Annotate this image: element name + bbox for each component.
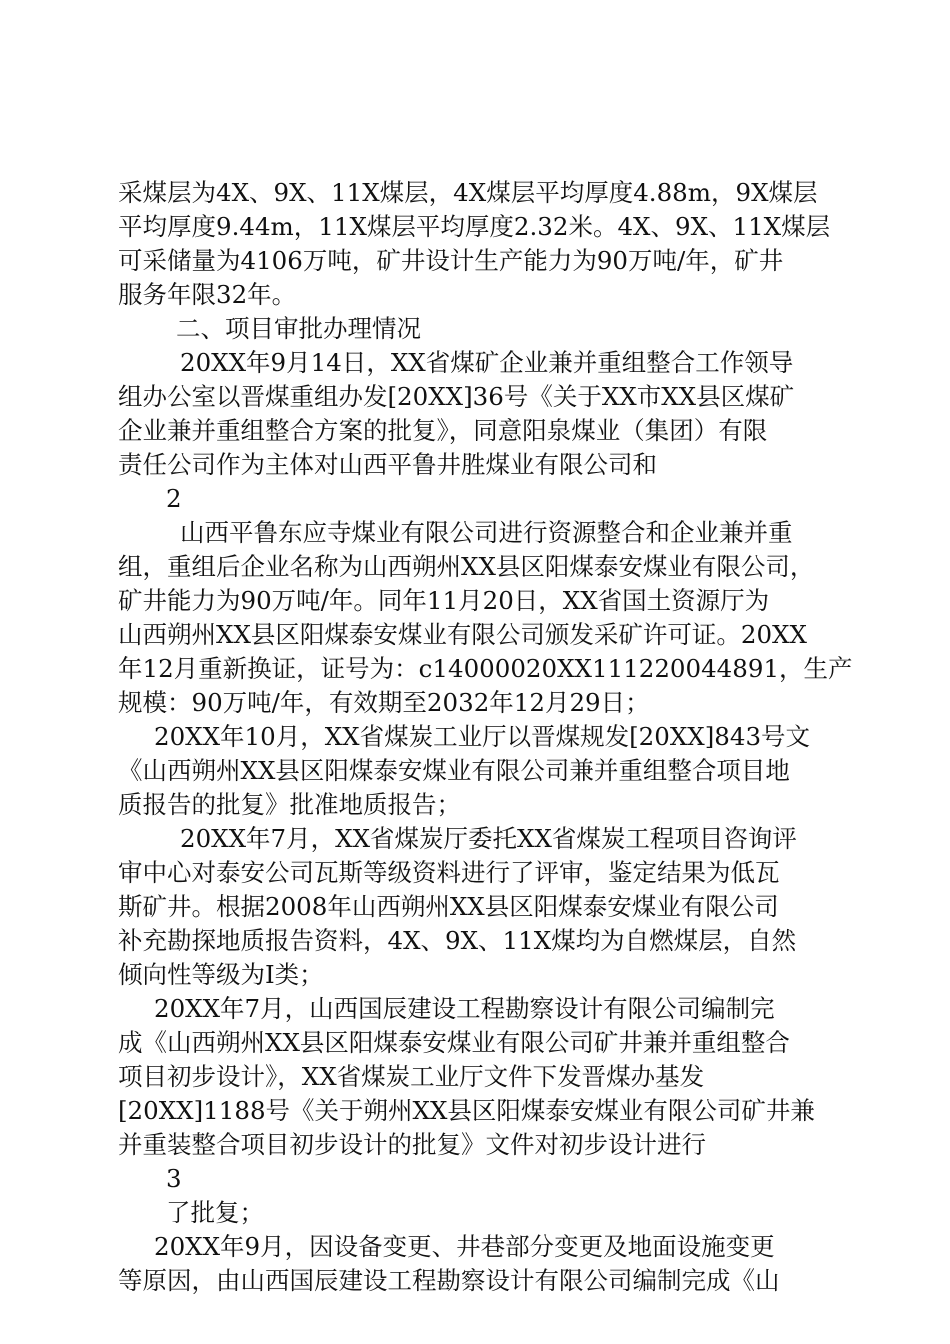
body-text-line: 平均厚度9.44m，11X煤层平均厚度2.32米。4X、9X、11X煤层 (118, 212, 831, 241)
body-text-line: 责任公司作为主体对山西平鲁井胜煤业有限公司和 (118, 450, 657, 479)
section-heading: 二、项目审批办理情况 (176, 314, 421, 343)
body-text-line: 规模：90万吨/年，有效期至2032年12月29日； (118, 688, 650, 717)
body-text-line: 矿井能力为90万吨/年。同年11月20日，XX省国土资源厅为 (118, 586, 770, 615)
body-text-line: 服务年限32年。 (118, 280, 297, 309)
body-text-line: 斯矿井。根据2008年山西朔州XX县区阳煤泰安煤业有限公司 (118, 892, 779, 921)
page-number-marker: 2 (166, 484, 182, 513)
body-text-line: 等原因，由山西国辰建设工程勘察设计有限公司编制完成《山 (118, 1266, 780, 1295)
body-text-line: 20XX年7月，山西国辰建设工程勘察设计有限公司编制完 (154, 994, 775, 1023)
body-text-line: 20XX年10月，XX省煤炭工业厅以晋煤规发[20XX]843号文 (154, 722, 811, 751)
body-text-line: [20XX]1188号《关于朔州XX县区阳煤泰安煤业有限公司矿井兼 (118, 1096, 815, 1125)
page-number-marker: 3 (166, 1164, 182, 1193)
body-text-line: 企业兼并重组整合方案的批复》，同意阳泉煤业（集团）有限 (118, 416, 768, 445)
body-text-line: 项目初步设计》，XX省煤炭工业厅文件下发晋煤办基发 (118, 1062, 705, 1091)
body-text-line: 倾向性等级为Ⅰ类； (118, 960, 324, 989)
body-text-line: 山西朔州XX县区阳煤泰安煤业有限公司颁发采矿许可证。20XX (118, 620, 807, 649)
body-text-line: 并重装整合项目初步设计的批复》文件对初步设计进行 (118, 1130, 706, 1159)
body-text-line: 采煤层为4X、9X、11X煤层，4X煤层平均厚度4.88m，9X煤层 (118, 178, 818, 207)
body-text-line: 成《山西朔州XX县区阳煤泰安煤业有限公司矿井兼并重组整合 (118, 1028, 790, 1057)
body-text-line: 年12月重新换证，证号为：c14000020XX111220044891，生产 (118, 654, 853, 683)
body-text-line: 组办公室以晋煤重组办发[20XX]36号《关于XX市XX县区煤矿 (118, 382, 795, 411)
body-text-line: 审中心对泰安公司瓦斯等级资料进行了评审，鉴定结果为低瓦 (118, 858, 780, 887)
body-text-line: 了批复； (166, 1198, 264, 1227)
body-text-line: 质报告的批复》批准地质报告； (118, 790, 461, 819)
body-text-line: 20XX年9月14日，XX省煤矿企业兼并重组整合工作领导 (180, 348, 794, 377)
body-text-line: 补充勘探地质报告资料，4X、9X、11X煤均为自燃煤层，自然 (118, 926, 797, 955)
body-text-line: 20XX年7月，XX省煤炭厅委托XX省煤炭工程项目咨询评 (180, 824, 797, 853)
body-text-line: 山西平鲁东应寺煤业有限公司进行资源整合和企业兼并重 (180, 518, 793, 547)
body-text-line: 可采储量为4106万吨，矿井设计生产能力为90万吨/年，矿井 (118, 246, 784, 275)
body-text-line: 《山西朔州XX县区阳煤泰安煤业有限公司兼并重组整合项目地 (118, 756, 790, 785)
body-text-line: 组，重组后企业名称为山西朔州XX县区阳煤泰安煤业有限公司， (118, 552, 815, 581)
body-text-line: 20XX年9月，因设备变更、井巷部分变更及地面设施变更 (154, 1232, 775, 1261)
